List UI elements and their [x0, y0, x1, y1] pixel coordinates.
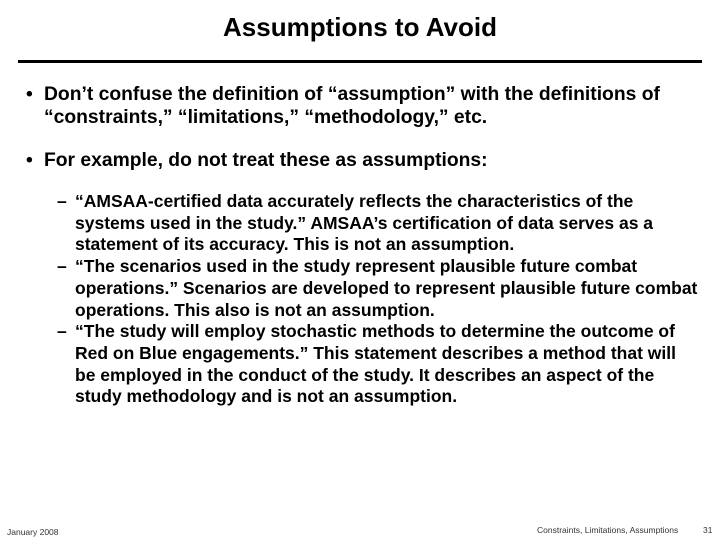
- sub-bullet-marker: –: [57, 256, 67, 277]
- bullet-item: [0, 149, 720, 172]
- sub-bullet-marker: –: [57, 321, 67, 342]
- title-divider: [18, 60, 702, 63]
- sub-bullet-text: “The study will employ stochastic methods to determine the outcome of Red on Blue engagements.” This statement describes a method that will be employed in the conduct of the study. It describes an aspect of the study methodology and is not an assumption.: [75, 321, 676, 407]
- bullet-marker: •: [26, 84, 33, 105]
- footer-section-title: Constraints, Limitations, Assumptions: [537, 525, 679, 535]
- bullet-marker: •: [26, 150, 33, 171]
- sub-bullet-list: [0, 191, 720, 408]
- bullet-item: [0, 83, 720, 129]
- sub-bullet-item: [0, 321, 720, 408]
- sub-bullet-text: “AMSAA-certified data accurately reflects the characteristics of the systems used in the study.” AMSAA’s certification of data serves as a statement of its accuracy. This is not an assumption.: [75, 191, 654, 255]
- footer-date: January 2008: [7, 527, 59, 537]
- sub-bullet-marker: –: [57, 191, 67, 211]
- sub-bullet-item: [0, 191, 720, 256]
- bullet-text: Don’t confuse the definition of “assumption” with the definitions of “constraints,” “limitations,” “methodology,” etc.: [44, 84, 660, 128]
- sub-bullet-item: [0, 256, 720, 321]
- slide-title: Assumptions to Avoid: [223, 12, 497, 42]
- sub-bullet-text: “The scenarios used in the study represent plausible future combat operations.” Scenarios are developed to represent plausible future combat operations. This also is not an assumption.: [75, 256, 698, 320]
- page-number: 31: [703, 525, 713, 535]
- bullet-text: For example, do not treat these as assumptions:: [44, 150, 488, 171]
- slide-content: [0, 83, 720, 408]
